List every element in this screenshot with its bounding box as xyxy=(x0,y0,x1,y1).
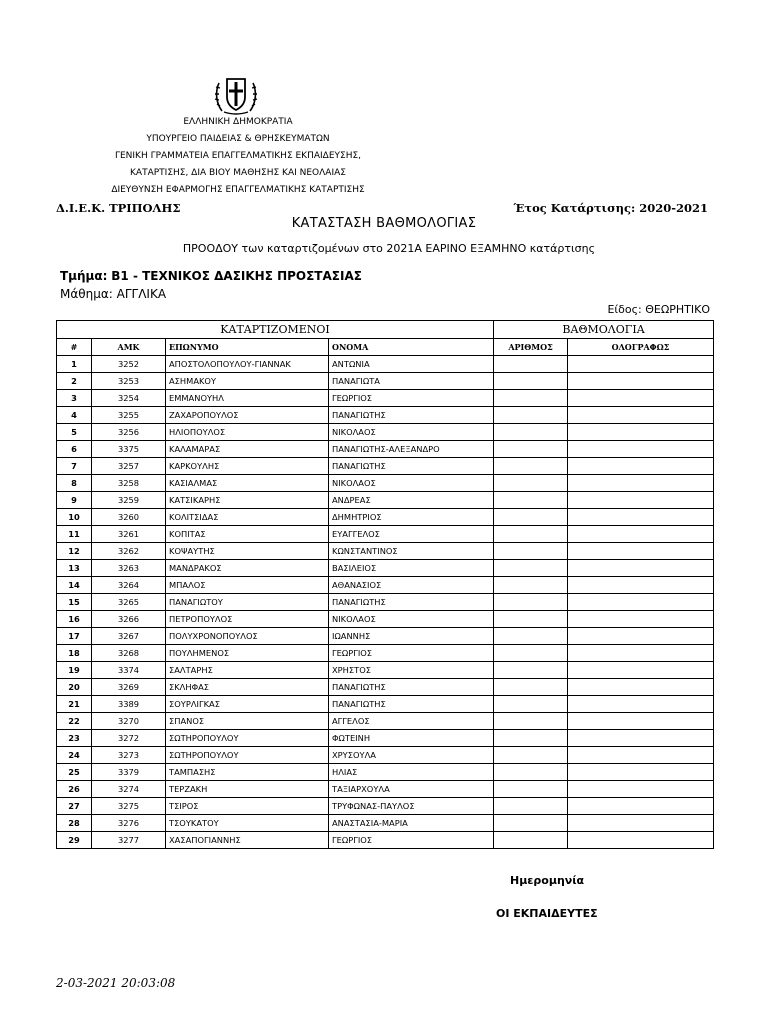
row-amk: 3270 xyxy=(92,713,166,730)
table-row xyxy=(57,526,714,543)
table-row xyxy=(57,424,714,441)
row-name: ΝΙΚΟΛΑΟΣ xyxy=(329,475,494,492)
row-name: ΑΓΓΕΛΟΣ xyxy=(329,713,494,730)
row-grade-words xyxy=(568,458,714,475)
table-row xyxy=(57,713,714,730)
row-amk: 3255 xyxy=(92,407,166,424)
row-surname: ΚΟΨΑΥΤΗΣ xyxy=(166,543,329,560)
row-grade-words xyxy=(568,747,714,764)
row-surname: ΚΑΡΚΟΥΛΗΣ xyxy=(166,458,329,475)
row-grade-number xyxy=(494,424,568,441)
row-number: 17 xyxy=(57,628,92,645)
column-header-grade-words: ΟΛΟΓΡΑΦΩΣ xyxy=(568,339,714,356)
table-row xyxy=(57,560,714,577)
row-amk: 3264 xyxy=(92,577,166,594)
row-amk: 3256 xyxy=(92,424,166,441)
row-grade-number xyxy=(494,492,568,509)
table-row xyxy=(57,628,714,645)
row-name: ΧΡΗΣΤΟΣ xyxy=(329,662,494,679)
row-grade-words xyxy=(568,781,714,798)
row-surname: ΣΩΤΗΡΟΠΟΥΛΟΥ xyxy=(166,730,329,747)
row-grade-words xyxy=(568,730,714,747)
row-grade-words xyxy=(568,492,714,509)
row-name: ΚΩΝΣΤΑΝΤΙΝΟΣ xyxy=(329,543,494,560)
row-surname: ΠΟΛΥΧΡΟΝΟΠΟΥΛΟΣ xyxy=(166,628,329,645)
row-amk: 3374 xyxy=(92,662,166,679)
row-grade-number xyxy=(494,679,568,696)
row-grade-words xyxy=(568,764,714,781)
row-amk: 3267 xyxy=(92,628,166,645)
lesson xyxy=(60,287,166,301)
row-name: ΤΡΥΦΩΝΑΣ-ΠΑΥΛΟΣ xyxy=(329,798,494,815)
table-row xyxy=(57,662,714,679)
printed-timestamp: 2-03-2021 20:03:08 xyxy=(56,976,176,990)
header-line-country: ΕΛΛΗΝΙΚΗ ΔΗΜΟΚΡΑΤΙΑ xyxy=(183,117,293,127)
row-grade-number xyxy=(494,526,568,543)
trainees-group-header: ΚΑΤΑΡΤΙΖΟΜΕΝΟΙ xyxy=(57,321,494,339)
row-grade-words xyxy=(568,390,714,407)
row-number: 27 xyxy=(57,798,92,815)
table-row xyxy=(57,747,714,764)
department-label: Τμήμα: xyxy=(60,269,108,283)
table-row xyxy=(57,458,714,475)
grades-group-header: ΒΑΘΜΟΛΟΓΙΑ xyxy=(494,321,714,339)
row-grade-words xyxy=(568,509,714,526)
table-row xyxy=(57,594,714,611)
row-grade-number xyxy=(494,764,568,781)
row-name: ΑΘΑΝΑΣΙΟΣ xyxy=(329,577,494,594)
row-surname: ΚΑΛΑΜΑΡΑΣ xyxy=(166,441,329,458)
row-grade-number xyxy=(494,577,568,594)
row-amk: 3276 xyxy=(92,815,166,832)
row-grade-words xyxy=(568,424,714,441)
row-name: ΠΑΝΑΓΙΩΤΗΣ xyxy=(329,407,494,424)
row-grade-number xyxy=(494,815,568,832)
row-surname: ΣΟΥΡΛΙΓΚΑΣ xyxy=(166,696,329,713)
row-grade-words xyxy=(568,645,714,662)
row-number: 5 xyxy=(57,424,92,441)
row-surname: ΤΣΟΥΚΑΤΟΥ xyxy=(166,815,329,832)
row-grade-number xyxy=(494,832,568,849)
row-amk: 3254 xyxy=(92,390,166,407)
row-surname: ΣΩΤΗΡΟΠΟΥΛΟΥ xyxy=(166,747,329,764)
row-number: 13 xyxy=(57,560,92,577)
row-surname: ΜΠΑΛΟΣ xyxy=(166,577,329,594)
row-name: ΙΩΑΝΝΗΣ xyxy=(329,628,494,645)
row-grade-words xyxy=(568,356,714,373)
lesson-label: Μάθημα: xyxy=(60,287,113,301)
row-surname: ΚΑΣΙΑΛΜΑΣ xyxy=(166,475,329,492)
table-row xyxy=(57,764,714,781)
teachers-label: ΟΙ ΕΚΠΑΙΔΕΥΤΕΣ xyxy=(496,907,598,920)
row-surname: ΚΟΛΙΤΣΙΔΑΣ xyxy=(166,509,329,526)
row-grade-number xyxy=(494,373,568,390)
lesson-value: ΑΓΓΛΙΚΑ xyxy=(116,287,167,301)
row-number: 15 xyxy=(57,594,92,611)
row-name: ΠΑΝΑΓΙΩΤΗΣ xyxy=(329,696,494,713)
row-number: 6 xyxy=(57,441,92,458)
table-row xyxy=(57,577,714,594)
table-row xyxy=(57,730,714,747)
row-surname: ΣΠΑΝΟΣ xyxy=(166,713,329,730)
row-grade-number xyxy=(494,594,568,611)
row-grade-number xyxy=(494,611,568,628)
row-grade-number xyxy=(494,781,568,798)
row-surname: ΑΠΟΣΤΟΛΟΠΟΥΛΟΥ-ΓΙΑΝΝΑΚ xyxy=(166,356,329,373)
row-grade-number xyxy=(494,475,568,492)
row-surname: ΚΟΠΙΤΑΣ xyxy=(166,526,329,543)
row-surname: ΣΑΛΤΑΡΗΣ xyxy=(166,662,329,679)
training-year: Έτος Κατάρτισης: 2020-2021 xyxy=(513,201,708,215)
header-line-ministry: ΥΠΟΥΡΓΕΙΟ ΠΑΙΔΕΙΑΣ & ΘΡΗΣΚΕΥΜΑΤΩΝ xyxy=(146,134,330,144)
row-surname: ΑΣΗΜΑΚΟΥ xyxy=(166,373,329,390)
row-name: ΒΑΣΙΛΕΙΟΣ xyxy=(329,560,494,577)
row-number: 14 xyxy=(57,577,92,594)
row-grade-words xyxy=(568,628,714,645)
table-row xyxy=(57,832,714,849)
row-surname: ΜΑΝΔΡΑΚΟΣ xyxy=(166,560,329,577)
row-name: ΝΙΚΟΛΑΟΣ xyxy=(329,424,494,441)
header-line-directorate: ΔΙΕΥΘΥΝΣΗ ΕΦΑΡΜΟΓΗΣ ΕΠΑΓΓΕΛΜΑΤΙΚΗΣ ΚΑΤΑΡΤΙΣΗΣ xyxy=(111,185,365,195)
column-header-amk: ΑΜΚ xyxy=(92,339,166,356)
row-name: ΔΗΜΗΤΡΙΟΣ xyxy=(329,509,494,526)
document-subtitle: ΠΡΟΟΔΟΥ των καταρτιζομένων στο 2021Α ΕΑΡΙΝΟ ΕΞΑΜΗΝΟ κατάρτισης xyxy=(182,242,596,255)
row-grade-number xyxy=(494,458,568,475)
header-line-secretariat: ΓΕΝΙΚΗ ΓΡΑΜΜΑΤΕΙΑ ΕΠΑΓΓΕΛΜΑΤΙΚΗΣ ΕΚΠΑΙΔΕΥΣΗΣ, xyxy=(114,151,362,161)
row-surname: ΗΛΙΟΠΟΥΛΟΣ xyxy=(166,424,329,441)
row-surname: ΠΑΝΑΓΙΩΤΟΥ xyxy=(166,594,329,611)
table-row xyxy=(57,492,714,509)
row-grade-number xyxy=(494,645,568,662)
row-name: ΠΑΝΑΓΙΩΤΑ xyxy=(329,373,494,390)
table-row xyxy=(57,645,714,662)
row-number: 20 xyxy=(57,679,92,696)
row-number: 7 xyxy=(57,458,92,475)
row-amk: 3262 xyxy=(92,543,166,560)
row-name: ΑΝΔΡΕΑΣ xyxy=(329,492,494,509)
row-number: 21 xyxy=(57,696,92,713)
row-name: ΦΩΤΕΙΝΗ xyxy=(329,730,494,747)
row-number: 19 xyxy=(57,662,92,679)
row-amk: 3266 xyxy=(92,611,166,628)
row-amk: 3263 xyxy=(92,560,166,577)
table-row xyxy=(57,407,714,424)
row-name: ΠΑΝΑΓΙΩΤΗΣ xyxy=(329,594,494,611)
lesson-kind: Είδος: ΘΕΩΡΗΤΙΚΟ xyxy=(607,303,710,316)
row-grade-number xyxy=(494,441,568,458)
row-number: 18 xyxy=(57,645,92,662)
row-grade-number xyxy=(494,747,568,764)
row-grade-words xyxy=(568,611,714,628)
row-number: 24 xyxy=(57,747,92,764)
row-grade-words xyxy=(568,662,714,679)
grades-table xyxy=(56,320,714,849)
row-name: ΓΕΩΡΓΙΟΣ xyxy=(329,832,494,849)
row-grade-words xyxy=(568,594,714,611)
row-name: ΧΡΥΣΟΥΛΑ xyxy=(329,747,494,764)
row-amk: 3277 xyxy=(92,832,166,849)
row-surname: ΕΜΜΑΝΟΥΗΛ xyxy=(166,390,329,407)
row-amk: 3273 xyxy=(92,747,166,764)
row-grade-words xyxy=(568,696,714,713)
row-amk: 3257 xyxy=(92,458,166,475)
row-number: 11 xyxy=(57,526,92,543)
row-name: ΓΕΩΡΓΙΟΣ xyxy=(329,390,494,407)
table-row xyxy=(57,781,714,798)
row-number: 10 xyxy=(57,509,92,526)
table-row xyxy=(57,475,714,492)
row-amk: 3389 xyxy=(92,696,166,713)
row-grade-number xyxy=(494,713,568,730)
row-name: ΕΥΑΓΓΕΛΟΣ xyxy=(329,526,494,543)
row-surname: ΣΚΛΗΦΑΣ xyxy=(166,679,329,696)
row-number: 22 xyxy=(57,713,92,730)
header-line-secretariat-cont: ΚΑΤΑΡΤΙΣΗΣ, ΔΙΑ ΒΙΟΥ ΜΑΘΗΣΗΣ ΚΑΙ ΝΕΟΛΑΙΑΣ xyxy=(130,168,346,178)
table-row xyxy=(57,543,714,560)
row-grade-words xyxy=(568,798,714,815)
row-amk: 3252 xyxy=(92,356,166,373)
row-number: 25 xyxy=(57,764,92,781)
row-amk: 3253 xyxy=(92,373,166,390)
row-amk: 3259 xyxy=(92,492,166,509)
school-name: Δ.Ι.Ε.Κ. ΤΡΙΠΟΛΗΣ xyxy=(56,201,181,215)
row-surname: ΠΕΤΡΟΠΟΥΛΟΣ xyxy=(166,611,329,628)
row-surname: ΤΣΙΡΟΣ xyxy=(166,798,329,815)
row-grade-words xyxy=(568,577,714,594)
row-surname: ΚΑΤΣΙΚΑΡΗΣ xyxy=(166,492,329,509)
document-title: ΚΑΤΑΣΤΑΣΗ ΒΑΘΜΟΛΟΓΙΑΣ xyxy=(291,216,477,231)
row-grade-words xyxy=(568,815,714,832)
row-amk: 3268 xyxy=(92,645,166,662)
row-amk: 3265 xyxy=(92,594,166,611)
row-grade-words xyxy=(568,832,714,849)
greek-coat-of-arms-icon xyxy=(213,70,259,116)
row-name: ΠΑΝΑΓΙΩΤΗΣ-ΑΛΕΞΑΝΔΡΟ xyxy=(329,441,494,458)
table-row xyxy=(57,509,714,526)
row-number: 28 xyxy=(57,815,92,832)
column-header-surname: ΕΠΩΝΥΜΟ xyxy=(166,339,329,356)
row-amk: 3258 xyxy=(92,475,166,492)
table-row xyxy=(57,696,714,713)
row-grade-words xyxy=(568,560,714,577)
row-name: ΠΑΝΑΓΙΩΤΗΣ xyxy=(329,458,494,475)
row-grade-number xyxy=(494,798,568,815)
row-surname: ΠΟΥΛΗΜΕΝΟΣ xyxy=(166,645,329,662)
table-row xyxy=(57,611,714,628)
column-header-number: # xyxy=(57,339,92,356)
row-surname: ΖΑΧΑΡΟΠΟΥΛΟΣ xyxy=(166,407,329,424)
date-label: Ημερομηνία xyxy=(510,874,585,887)
row-number: 8 xyxy=(57,475,92,492)
department xyxy=(60,269,362,283)
row-surname: ΤΕΡΖΑΚΗ xyxy=(166,781,329,798)
row-grade-words xyxy=(568,475,714,492)
row-number: 26 xyxy=(57,781,92,798)
table-row xyxy=(57,815,714,832)
row-grade-words xyxy=(568,407,714,424)
row-surname: ΧΑΣΑΠΟΓΙΑΝΝΗΣ xyxy=(166,832,329,849)
row-grade-number xyxy=(494,560,568,577)
table-row xyxy=(57,679,714,696)
row-grade-words xyxy=(568,713,714,730)
row-grade-words xyxy=(568,526,714,543)
row-number: 2 xyxy=(57,373,92,390)
row-grade-number xyxy=(494,356,568,373)
row-grade-words xyxy=(568,441,714,458)
row-grade-number xyxy=(494,628,568,645)
row-grade-number xyxy=(494,662,568,679)
row-number: 1 xyxy=(57,356,92,373)
row-name: ΤΑΞΙΑΡΧΟΥΛΑ xyxy=(329,781,494,798)
row-amk: 3379 xyxy=(92,764,166,781)
row-amk: 3260 xyxy=(92,509,166,526)
row-grade-words xyxy=(568,679,714,696)
column-header-name: ΟΝΟΜΑ xyxy=(329,339,494,356)
row-amk: 3275 xyxy=(92,798,166,815)
row-grade-number xyxy=(494,696,568,713)
row-number: 9 xyxy=(57,492,92,509)
row-grade-number xyxy=(494,543,568,560)
row-grade-number xyxy=(494,407,568,424)
row-name: ΠΑΝΑΓΙΩΤΗΣ xyxy=(329,679,494,696)
row-grade-number xyxy=(494,730,568,747)
row-grade-number xyxy=(494,390,568,407)
row-number: 3 xyxy=(57,390,92,407)
row-grade-words xyxy=(568,543,714,560)
row-grade-words xyxy=(568,373,714,390)
row-name: ΑΝΑΣΤΑΣΙΑ-ΜΑΡΙΑ xyxy=(329,815,494,832)
row-name: ΓΕΩΡΓΙΟΣ xyxy=(329,645,494,662)
department-value: Β1 - ΤΕΧΝΙΚΟΣ ΔΑΣΙΚΗΣ ΠΡΟΣΤΑΣΙΑΣ xyxy=(111,269,362,283)
trainee-rows xyxy=(57,356,714,849)
row-number: 4 xyxy=(57,407,92,424)
table-row xyxy=(57,356,714,373)
row-surname: ΤΑΜΠΑΣΗΣ xyxy=(166,764,329,781)
row-amk: 3274 xyxy=(92,781,166,798)
table-row xyxy=(57,390,714,407)
row-amk: 3261 xyxy=(92,526,166,543)
table-row xyxy=(57,373,714,390)
row-amk: 3375 xyxy=(92,441,166,458)
row-number: 23 xyxy=(57,730,92,747)
table-row xyxy=(57,798,714,815)
row-name: ΝΙΚΟΛΑΟΣ xyxy=(329,611,494,628)
table-row xyxy=(57,441,714,458)
row-amk: 3272 xyxy=(92,730,166,747)
row-grade-number xyxy=(494,509,568,526)
row-number: 12 xyxy=(57,543,92,560)
row-number: 16 xyxy=(57,611,92,628)
row-number: 29 xyxy=(57,832,92,849)
column-header-grade-number: ΑΡΙΘΜΟΣ xyxy=(494,339,568,356)
row-name: ΑΝΤΩΝΙΑ xyxy=(329,356,494,373)
row-name: ΗΛΙΑΣ xyxy=(329,764,494,781)
row-amk: 3269 xyxy=(92,679,166,696)
